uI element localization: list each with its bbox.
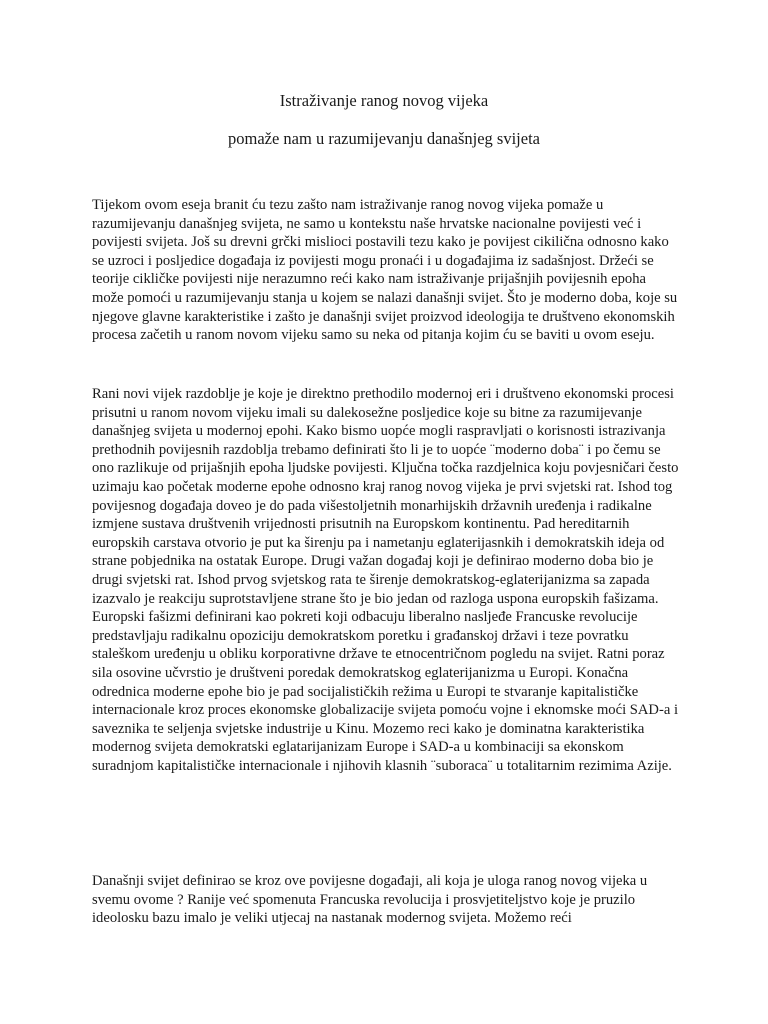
paragraph-3: Današnji svijet definirao se kroz ove povijesne događaji, ali koja je uloga ranog novog vijeka u svemu ovome ? Ranije već spomenuta Francuska revolucija i prosvjetiteljstvo koje je pruzilo ideolosku bazu imalo je veliki utjecaj na nastanak modernog svijeta. Možemo reći [92,873,648,927]
paragraph-1: Tijekom ovom eseja branit ću tezu zašto nam istraživanje ranog novog vijeka pomaže u razumijevanju današnjeg svijeta, ne samo u kontekstu naše hrvatske nacionalne povijesti već i povijesti svijeta. Još su drevni grčki mislioci postavili tezu kako je povijest cikilična odnosno kako se uzroci i posljedice događaja iz povijesti mogu pronaći i u događajima iz sadašnjost. Držeći se teorije cikličke povijesti nije nerazumno reći kako nam istraživanje prijašnjih povijesnih epoha može pomoći u razumijevanju stanja u kojem se nalazi današnji svijet. Što je moderno doba, koje su njegove glavne karakteristike i zašto je današnji svijet proizvod ideologija te društveno ekonomskih procesa začetih u ranom novom vijeku samo su neka od pitanja kojim ću se baviti u ovom eseju. [92,197,678,344]
document-title-line-2: pomaže nam u razumijevanju današnjeg svijeta [227,129,540,148]
document-title-line-1: Istraživanje ranog novog vijeka [279,91,489,110]
paragraph-2: Rani novi vijek razdoblje je koje je direktno prethodilo modernoj eri i društveno ekonomski procesi prisutni u ranom novom vijeku imali su dalekosežne posljedice koje su bitne za razumijevanje današnjeg svijeta u modernoj epohi. Kako bismo uopće mogli raspravljati o korisnosti istrazivanja prethodnih povijesnih razdoblja trebamo definirati što li je to uopće ¨moderno doba¨ i po čemu se ono razlikuje od prijašnjih epoha ljudske povijesti. Ključna točka razdjelnica koju povjesničari često uzimaju kao početak moderne epohe odnosno kraj ranog novog vijeka je prvi svjetski rat. Ishod tog povijesnog događaja doveo je do pada višestoljetnih monarhijskih državnih uređenja i radikalne izmjene sustava društvenih vrijednosti prisutnih na Europskom kontinentu. Pad hereditarnih europskih carstava otvorio je put ka širenju pa i nametanju eglaterijasnkih i demokratskih ideja od strane pobjednika na ostatak Europe. Drugi važan događaj koji je definirao moderno doba bio je drugi svjetski rat. Ishod prvog svjetskog rata te širenje demokratskog-eglaterijanizma sa zapada izazvalo je reakciju suprotstavljene strane što je bio jedan od razloga uspona europskih fašizama. Europski fašizmi definirani kao pokreti koji odbacuju liberalno nasljeđe Francuske revolucije predstavljaju radikalnu opoziciju demokratskom poretku i građanskoj državi i teze povratku staleškom uređenju u obliku korporativne države te etnocentričnom pogledu na svijet. Ratni poraz sila osovine učvrstio je društveni poredak demokratskog eglaterijanizma u Europi. Konačna odrednica moderne epohe bio je pad socijalističkih režima u Europi te stvaranje kapitalističke internacionale kroz proces ekonomske globalizacije svijeta pomoću vojne i eknomske moći SAD-a i saveznika te seljenja svjetske industrije u Kinu. Mozemo reci kako je dominatna karakteristika modernog svijeta demokratski eglatarijanizam Europe i SAD-a u kombinaciji sa ekonskom suradnjom kapitalističke internacionale i njihovih klasnih ¨suboraca¨ u totalitarnim rezimima Azije. [92,386,679,774]
